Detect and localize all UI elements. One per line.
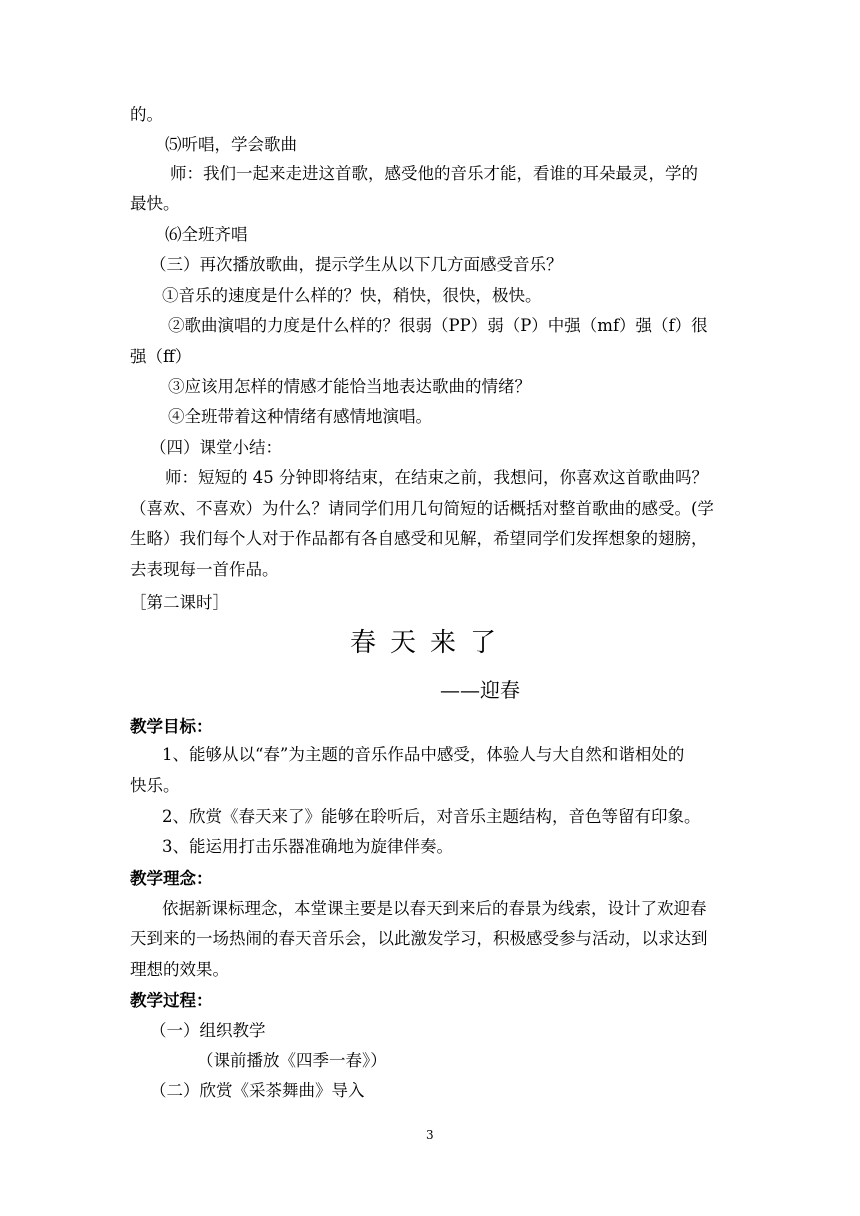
text-line: ①音乐的速度是什么样的？快，稍快，很快，极快。 bbox=[162, 286, 542, 305]
text-line: 强（ff） bbox=[130, 347, 192, 366]
text-line: ②歌曲演唱的力度是什么样的？很弱（PP）弱（P）中强（mf）强（f）很 bbox=[168, 316, 708, 335]
process-step: （二）欣赏《采茶舞曲》导入 bbox=[150, 1081, 365, 1100]
concept-line: 依据新课标理念，本堂课主要是以春天到来后的春景为线索，设计了欢迎春 bbox=[162, 899, 707, 918]
text-line: （三）再次播放歌曲，提示学生从以下几方面感受音乐？ bbox=[150, 255, 563, 274]
text-line: ④全班带着这种情绪有感情地演唱。 bbox=[168, 407, 432, 426]
text-line: 的。 bbox=[130, 105, 163, 124]
process-step: （课前播放《四季一春》） bbox=[197, 1051, 387, 1070]
text-line: 师：短短的 45 分钟即将结束，在结束之前，我想问，你喜欢这首歌曲吗？ bbox=[165, 468, 708, 487]
goal-item: 3、能运用打击乐器准确地为旋律伴奏。 bbox=[162, 837, 453, 856]
concept-line: 天到来的一场热闹的春天音乐会，以此激发学习，积极感受参与活动，以求达到 bbox=[130, 929, 708, 948]
text-line: （喜欢、不喜欢）为什么？请同学们用几句简短的话概括对整首歌曲的感受。(学 bbox=[130, 499, 714, 518]
lesson-marker: ［第二课时］ bbox=[130, 593, 229, 612]
page-subtitle: ——迎春 bbox=[440, 678, 520, 702]
text-line: 去表现每一首作品。 bbox=[130, 560, 279, 579]
goals-heading: 教学目标： bbox=[130, 717, 213, 736]
text-line: ⑸听唱，学会歌曲 bbox=[165, 135, 297, 154]
process-heading: 教学过程： bbox=[130, 991, 213, 1010]
text-line: 最快。 bbox=[130, 194, 180, 213]
process-step: （一）组织教学 bbox=[150, 1021, 266, 1040]
text-line: （四）课堂小结： bbox=[150, 438, 282, 457]
concept-line: 理想的效果。 bbox=[130, 960, 229, 979]
text-line: 生略）我们每个人对于作品都有各自感受和见解，希望同学们发挥想象的翅膀， bbox=[130, 529, 708, 548]
goal-item: 1、能够从以“春”为主题的音乐作品中感受，体验人与大自然和谐相处的 bbox=[162, 745, 685, 764]
goal-item: 快乐。 bbox=[130, 776, 180, 795]
concept-heading: 教学理念： bbox=[130, 869, 213, 888]
text-line: 师：我们一起来走进这首歌，感受他的音乐才能，看谁的耳朵最灵，学的 bbox=[170, 164, 698, 183]
text-line: ③应该用怎样的情感才能恰当地表达歌曲的情绪？ bbox=[168, 377, 531, 396]
text-line: ⑹全班齐唱 bbox=[165, 225, 248, 244]
page-title: 春天来了 bbox=[350, 628, 511, 658]
page-number: 3 bbox=[426, 1128, 434, 1142]
goal-item: 2、欣赏《春天来了》能够在聆听后，对音乐主题结构，音色等留有印象。 bbox=[162, 807, 701, 826]
